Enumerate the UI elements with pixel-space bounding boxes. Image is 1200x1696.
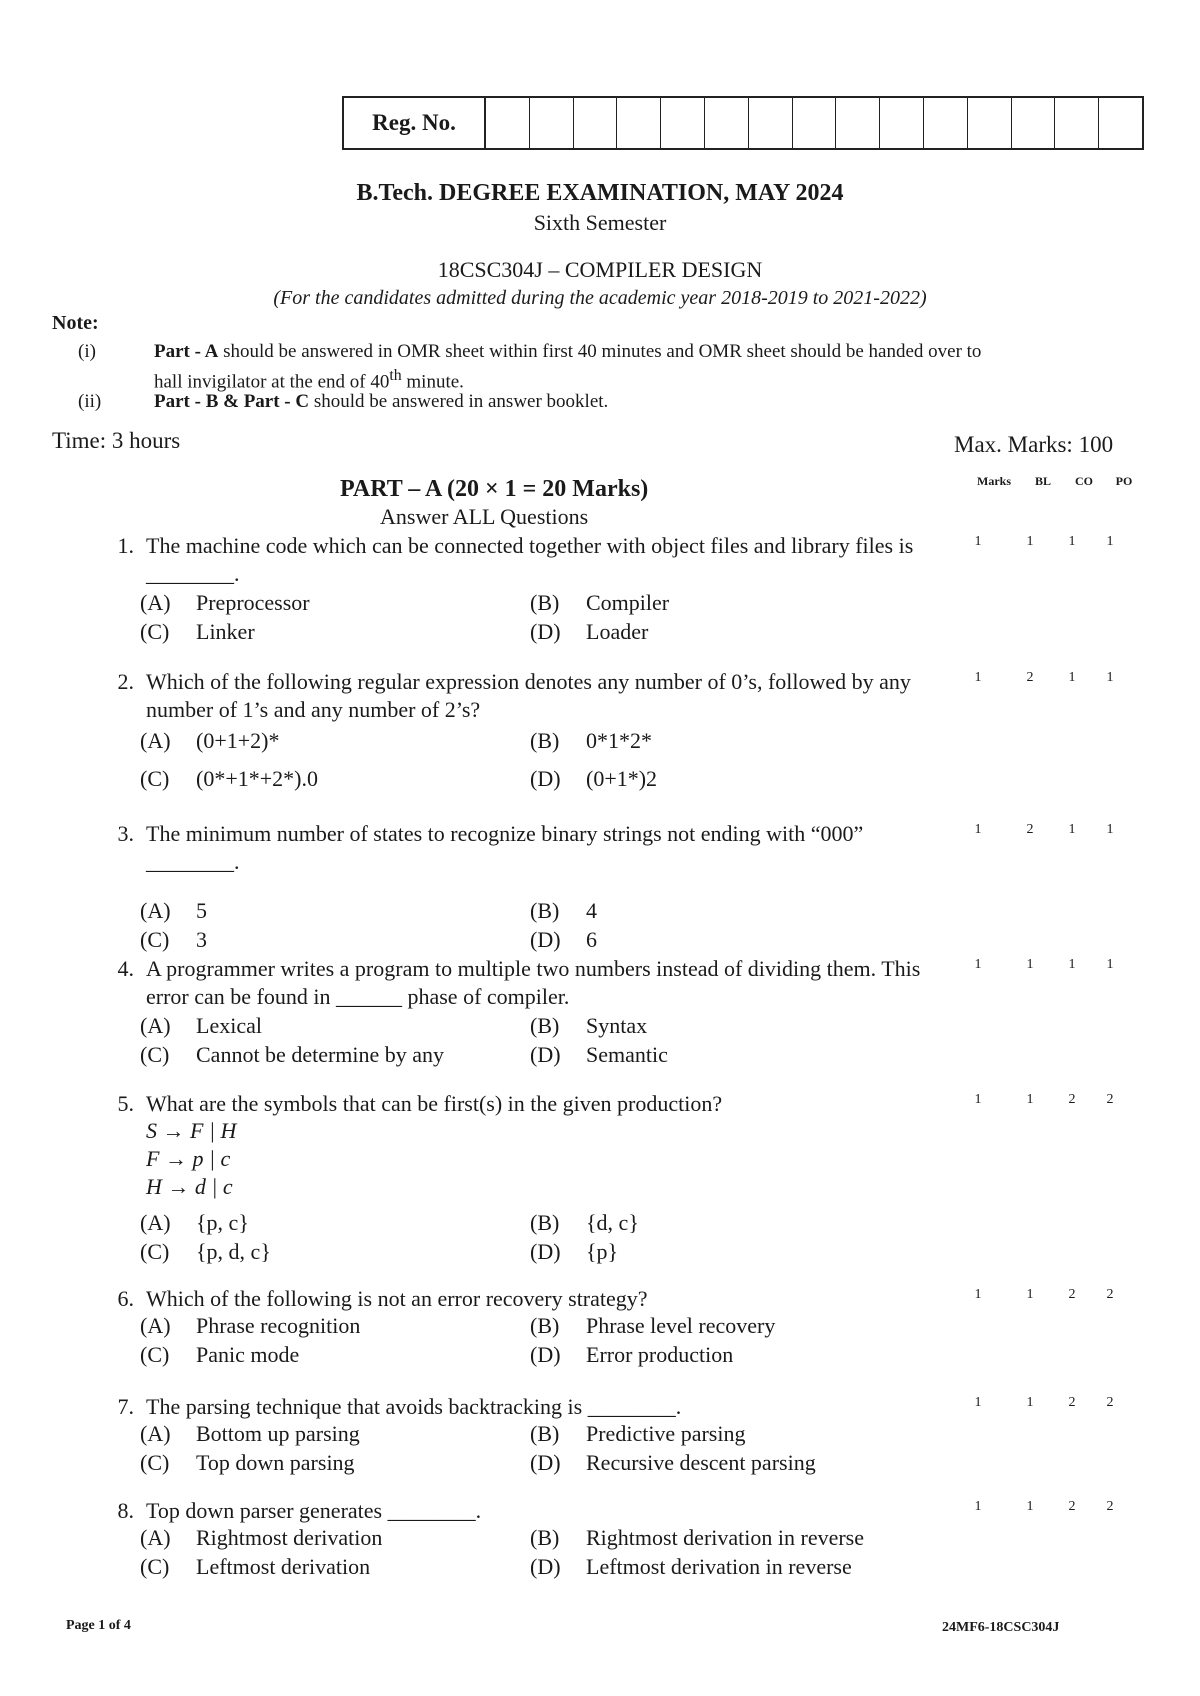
exam-title: B.Tech. DEGREE EXAMINATION, MAY 2024 <box>356 180 844 206</box>
option-c <box>140 927 207 953</box>
option-a <box>140 1525 382 1551</box>
option-text: Predictive parsing <box>586 1421 746 1446</box>
option-letter: (B) <box>530 728 560 753</box>
reg-no-cell <box>968 98 1012 148</box>
option-letter: (B) <box>530 590 560 615</box>
option-d <box>530 1239 618 1265</box>
reg-no-cell <box>749 98 793 148</box>
option-text: Top down parsing <box>196 1450 355 1475</box>
option-c <box>140 1042 444 1068</box>
question-text: The parsing technique that avoids backtracking is ________. <box>146 1394 682 1419</box>
note-item-2 <box>154 390 608 414</box>
reg-no-cell <box>1012 98 1056 148</box>
option-d <box>530 1450 816 1476</box>
option-letter: (A) <box>140 1525 171 1550</box>
option-letter: (D) <box>530 1239 561 1264</box>
co-value: 1 <box>1068 957 1076 972</box>
option-letter: (D) <box>530 619 561 644</box>
question-number: 7. <box>117 1394 134 1419</box>
option-text: Syntax <box>586 1013 648 1038</box>
grammar-rule: H → d | c <box>146 1174 233 1199</box>
course-title: 18CSC304J – COMPILER DESIGN <box>437 257 763 282</box>
option-text: Preprocessor <box>196 590 310 615</box>
note-num-1: (i) <box>78 341 96 362</box>
po-value: 2 <box>1106 1395 1114 1410</box>
option-letter: (A) <box>140 1313 171 1338</box>
co-value: 2 <box>1068 1092 1076 1107</box>
option-letter: (C) <box>140 1554 170 1579</box>
option-letter: (A) <box>140 1210 171 1235</box>
option-b <box>530 590 669 616</box>
option-letter: (C) <box>140 1450 170 1475</box>
co-value: 1 <box>1068 670 1076 685</box>
question-number: 1. <box>117 533 134 558</box>
option-text: Phrase recognition <box>196 1313 361 1338</box>
option-letter: (C) <box>140 1239 170 1264</box>
option-d <box>530 1042 668 1068</box>
option-b <box>530 1313 775 1339</box>
option-letter: (D) <box>530 1450 561 1475</box>
bl-value: 1 <box>1026 1287 1034 1302</box>
marks-value: 1 <box>974 1287 982 1302</box>
question-number: 8. <box>117 1498 134 1523</box>
question-number: 6. <box>117 1286 134 1311</box>
question-text: Top down parser generates ________. <box>146 1498 482 1523</box>
option-a <box>140 1013 262 1039</box>
reg-no-cell <box>661 98 705 148</box>
option-text: Phrase level recovery <box>586 1313 776 1338</box>
co-value: 2 <box>1068 1499 1076 1514</box>
note-item-2-text: should be answered in answer booklet. <box>309 391 609 412</box>
option-c <box>140 766 318 792</box>
grammar-rule: F → p | c <box>146 1146 231 1171</box>
max-marks: Max. Marks: 100 <box>954 432 1114 457</box>
option-text: Semantic <box>586 1042 668 1067</box>
option-text: Rightmost derivation <box>196 1525 383 1550</box>
reg-no-cell <box>574 98 618 148</box>
option-c <box>140 1450 355 1476</box>
co-value: 1 <box>1068 534 1076 549</box>
reg-no-cell <box>880 98 924 148</box>
reg-no-cells <box>486 98 1142 148</box>
option-b <box>530 898 597 924</box>
co-value: 1 <box>1068 822 1076 837</box>
option-text: Bottom up parsing <box>196 1421 360 1446</box>
note-item-1 <box>154 340 1154 394</box>
option-d <box>530 1554 852 1580</box>
bl-value: 1 <box>1026 1395 1034 1410</box>
marks-value: 1 <box>974 534 982 549</box>
option-c <box>140 1342 299 1368</box>
note-item-1-sup: th <box>389 367 402 384</box>
reg-no-cell <box>924 98 968 148</box>
option-c <box>140 1239 271 1265</box>
option-letter: (B) <box>530 898 560 923</box>
po-value: 2 <box>1106 1499 1114 1514</box>
option-letter: (A) <box>140 1013 171 1038</box>
option-text: Loader <box>586 619 649 644</box>
reg-no-cell <box>836 98 880 148</box>
option-c <box>140 1554 370 1580</box>
question-number: 3. <box>117 821 134 846</box>
col-po: PO <box>1115 474 1133 488</box>
reg-no-cell <box>793 98 837 148</box>
option-d <box>530 766 657 792</box>
option-text: Error production <box>586 1342 734 1367</box>
option-text: {p, c} <box>196 1210 249 1235</box>
question-text: The machine code which can be connected together with object files and library files is ________. <box>146 533 914 586</box>
co-value: 2 <box>1068 1287 1076 1302</box>
option-a <box>140 590 310 616</box>
note-item-1-text: should be answered in OMR sheet within first 40 minutes and OMR sheet should be handed over to <box>218 341 982 362</box>
paper-code: 24MF6-18CSC304J <box>942 1620 1060 1635</box>
option-text: {d, c} <box>586 1210 639 1235</box>
option-text: 0*1*2* <box>586 728 652 753</box>
option-letter: (B) <box>530 1013 560 1038</box>
reg-no-cell <box>1055 98 1099 148</box>
part-a-title: PART – A (20 × 1 = 20 Marks) <box>340 476 649 502</box>
question-text: A programmer writes a program to multiple two numbers instead of dividing them. This error can be found in ______ phase of compiler. <box>146 956 921 1009</box>
option-letter: (C) <box>140 1042 170 1067</box>
option-b <box>530 1525 864 1551</box>
option-text: Lexical <box>196 1013 262 1038</box>
note-label: Note: <box>52 312 99 334</box>
option-letter: (B) <box>530 1313 560 1338</box>
note-item-1-bold: Part - A <box>154 341 219 362</box>
marks-value: 1 <box>974 1395 982 1410</box>
po-value: 1 <box>1106 957 1114 972</box>
option-letter: (C) <box>140 619 170 644</box>
question-number: 4. <box>117 956 134 981</box>
marks-value: 1 <box>974 822 982 837</box>
option-letter: (B) <box>530 1210 560 1235</box>
bl-value: 2 <box>1026 670 1034 685</box>
option-text: Rightmost derivation in reverse <box>586 1525 864 1550</box>
option-text: Recursive descent parsing <box>586 1450 816 1475</box>
marks-value: 1 <box>974 670 982 685</box>
reg-no-label: Reg. No. <box>344 98 486 148</box>
option-c <box>140 619 255 645</box>
option-text: 3 <box>196 927 207 952</box>
option-b <box>530 1013 647 1039</box>
semester: Sixth Semester <box>533 210 667 235</box>
page-number: Page 1 of 4 <box>66 1618 131 1633</box>
admitted-years: (For the candidates admitted during the academic year 2018-2019 to 2021-2022) <box>273 287 927 309</box>
option-letter: (A) <box>140 728 171 753</box>
option-letter: (D) <box>530 1042 561 1067</box>
option-letter: (C) <box>140 1342 170 1367</box>
option-text: Leftmost derivation in reverse <box>586 1554 852 1579</box>
option-b <box>530 1210 639 1236</box>
col-co: CO <box>1075 474 1093 488</box>
option-letter: (C) <box>140 927 170 952</box>
grammar-rule: S → F | H <box>146 1118 237 1143</box>
col-marks: Marks <box>977 474 1011 488</box>
option-text: 5 <box>196 898 207 923</box>
option-text: (0+1+2)* <box>196 728 280 753</box>
bl-value: 1 <box>1026 1092 1034 1107</box>
option-letter: (D) <box>530 1554 561 1579</box>
marks-value: 1 <box>974 957 982 972</box>
option-a <box>140 1210 249 1236</box>
option-text: Linker <box>196 619 255 644</box>
po-value: 2 <box>1106 1092 1114 1107</box>
po-value: 1 <box>1106 670 1114 685</box>
option-b <box>530 1421 745 1447</box>
option-d <box>530 927 597 953</box>
marks-value: 1 <box>974 1092 982 1107</box>
option-d <box>530 1342 733 1368</box>
po-value: 1 <box>1106 822 1114 837</box>
option-text: (0*+1*+2*).0 <box>196 766 318 791</box>
question-number: 2. <box>117 669 134 694</box>
note-item-2-bold: Part - B & Part - C <box>154 391 310 412</box>
option-letter: (A) <box>140 1421 171 1446</box>
time-allowed: Time: 3 hours <box>52 428 181 453</box>
option-letter: (D) <box>530 1342 561 1367</box>
col-bl: BL <box>1034 474 1051 488</box>
option-letter: (B) <box>530 1525 560 1550</box>
note-num-2: (ii) <box>78 391 102 412</box>
reg-no-cell <box>617 98 661 148</box>
option-text: 4 <box>586 898 597 923</box>
option-letter: (D) <box>530 766 561 791</box>
option-letter: (B) <box>530 1421 560 1446</box>
co-value: 2 <box>1068 1395 1076 1410</box>
option-d <box>530 619 648 645</box>
po-value: 2 <box>1106 1287 1114 1302</box>
option-text: {p, d, c} <box>196 1239 271 1264</box>
part-a-instruction: Answer ALL Questions <box>380 504 589 529</box>
bl-value: 1 <box>1026 1499 1034 1514</box>
option-text: Panic mode <box>196 1342 300 1367</box>
option-text: Compiler <box>586 590 670 615</box>
question-text: Which of the following is not an error recovery strategy? <box>146 1286 648 1311</box>
reg-no-box <box>342 96 1144 150</box>
option-a <box>140 728 279 754</box>
option-letter: (D) <box>530 927 561 952</box>
question-text: The minimum number of states to recognize binary strings not ending with “000” ________. <box>146 821 864 874</box>
option-a <box>140 898 207 924</box>
option-letter: (A) <box>140 898 171 923</box>
bl-value: 2 <box>1026 822 1034 837</box>
option-text: Leftmost derivation <box>196 1554 371 1579</box>
marks-value: 1 <box>974 1499 982 1514</box>
option-letter: (A) <box>140 590 171 615</box>
option-letter: (C) <box>140 766 170 791</box>
question-number: 5. <box>117 1091 134 1116</box>
option-a <box>140 1421 360 1447</box>
option-text: {p} <box>586 1239 619 1264</box>
option-b <box>530 728 652 754</box>
option-a <box>140 1313 360 1339</box>
reg-no-cell <box>705 98 749 148</box>
note-item-1-text3: minute. <box>401 371 464 393</box>
option-text: 6 <box>586 927 597 952</box>
reg-no-cell <box>486 98 530 148</box>
reg-no-cell <box>1099 98 1142 148</box>
bl-value: 1 <box>1026 534 1034 549</box>
option-text: Cannot be determine by any <box>196 1042 445 1067</box>
note-item-1-text2: hall invigilator at the end of 40 <box>154 371 390 393</box>
bl-value: 1 <box>1026 957 1034 972</box>
po-value: 1 <box>1106 534 1114 549</box>
reg-no-cell <box>530 98 574 148</box>
question-text: What are the symbols that can be first(s) in the given production? <box>146 1091 723 1116</box>
option-text: (0+1*)2 <box>586 766 658 791</box>
question-text: Which of the following regular expression denotes any number of 0’s, followed by any number of 1’s and any number of 2’s? <box>146 669 911 722</box>
